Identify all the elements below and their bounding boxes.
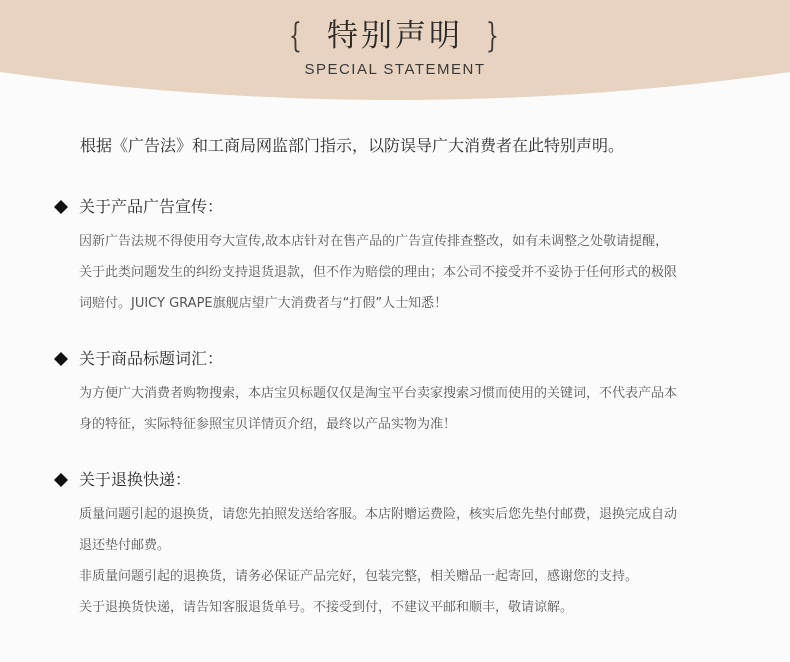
intro-statement: 根据《广告法》和工商局网监部门指示，以防误导广大消费者在此特别声明。 <box>80 136 625 155</box>
paragraph-line: 退还垫付邮费。 <box>79 538 171 553</box>
section-title: 关于商品标题词汇： <box>79 349 224 368</box>
diamond-bullet-icon <box>54 200 68 214</box>
section-advertising <box>54 194 754 319</box>
header-banner <box>0 0 790 102</box>
diamond-bullet-icon <box>54 473 68 487</box>
section-heading <box>54 467 754 493</box>
section-body <box>54 499 754 623</box>
section-body <box>54 378 754 440</box>
right-brace: } <box>485 16 501 56</box>
section-title: 关于退换快递： <box>79 470 192 489</box>
paragraph-line: 身的特征，实际特征参照宝贝详情页介绍，最终以产品实物为准！ <box>79 417 457 432</box>
header-title-row <box>0 14 790 58</box>
section-title: 关于产品广告宣传： <box>79 197 224 216</box>
paragraph-line: 关于退换货快递，请告知客服退货单号。不接受到付，不建议平邮和顺丰，敬请谅解。 <box>79 600 574 615</box>
section-product-title <box>54 346 754 440</box>
paragraph-line: 质量问题引起的退换货，请您先拍照发送给客服。本店附赠运费险，核实后您先垫付邮费，退换完成自动 <box>79 507 678 522</box>
paragraph-line: 为方便广大消费者购物搜索，本店宝贝标题仅仅是淘宝平台卖家搜索习惯而使用的关键词，不代表产品本 <box>79 386 678 401</box>
section-body <box>54 226 754 319</box>
section-returns-shipping <box>54 467 754 623</box>
paragraph-line: 非质量问题引起的退换货，请务必保证产品完好，包装完整，相关赠品一起寄回，感谢您的支持。 <box>79 569 639 584</box>
diamond-bullet-icon <box>54 352 68 366</box>
paragraph-line: 因新广告法规不得使用夸大宣传,故本店针对在售产品的广告宣传排查整改，如有未调整之处敬请提醒， <box>79 234 669 249</box>
section-heading <box>54 194 754 220</box>
page-subtitle: SPECIAL STATEMENT <box>304 61 486 78</box>
left-brace: { <box>289 16 305 56</box>
section-heading <box>54 346 754 372</box>
paragraph-line: 关于此类问题发生的纠纷支持退货退款，但不作为赔偿的理由；本公司不接受并不妥协于任何形式的极限 <box>79 265 678 280</box>
page-title: 特别声明 <box>327 18 463 54</box>
paragraph-line: 词赔付。JUICY GRAPE旗舰店望广大消费者与“打假”人士知悉！ <box>79 296 448 311</box>
